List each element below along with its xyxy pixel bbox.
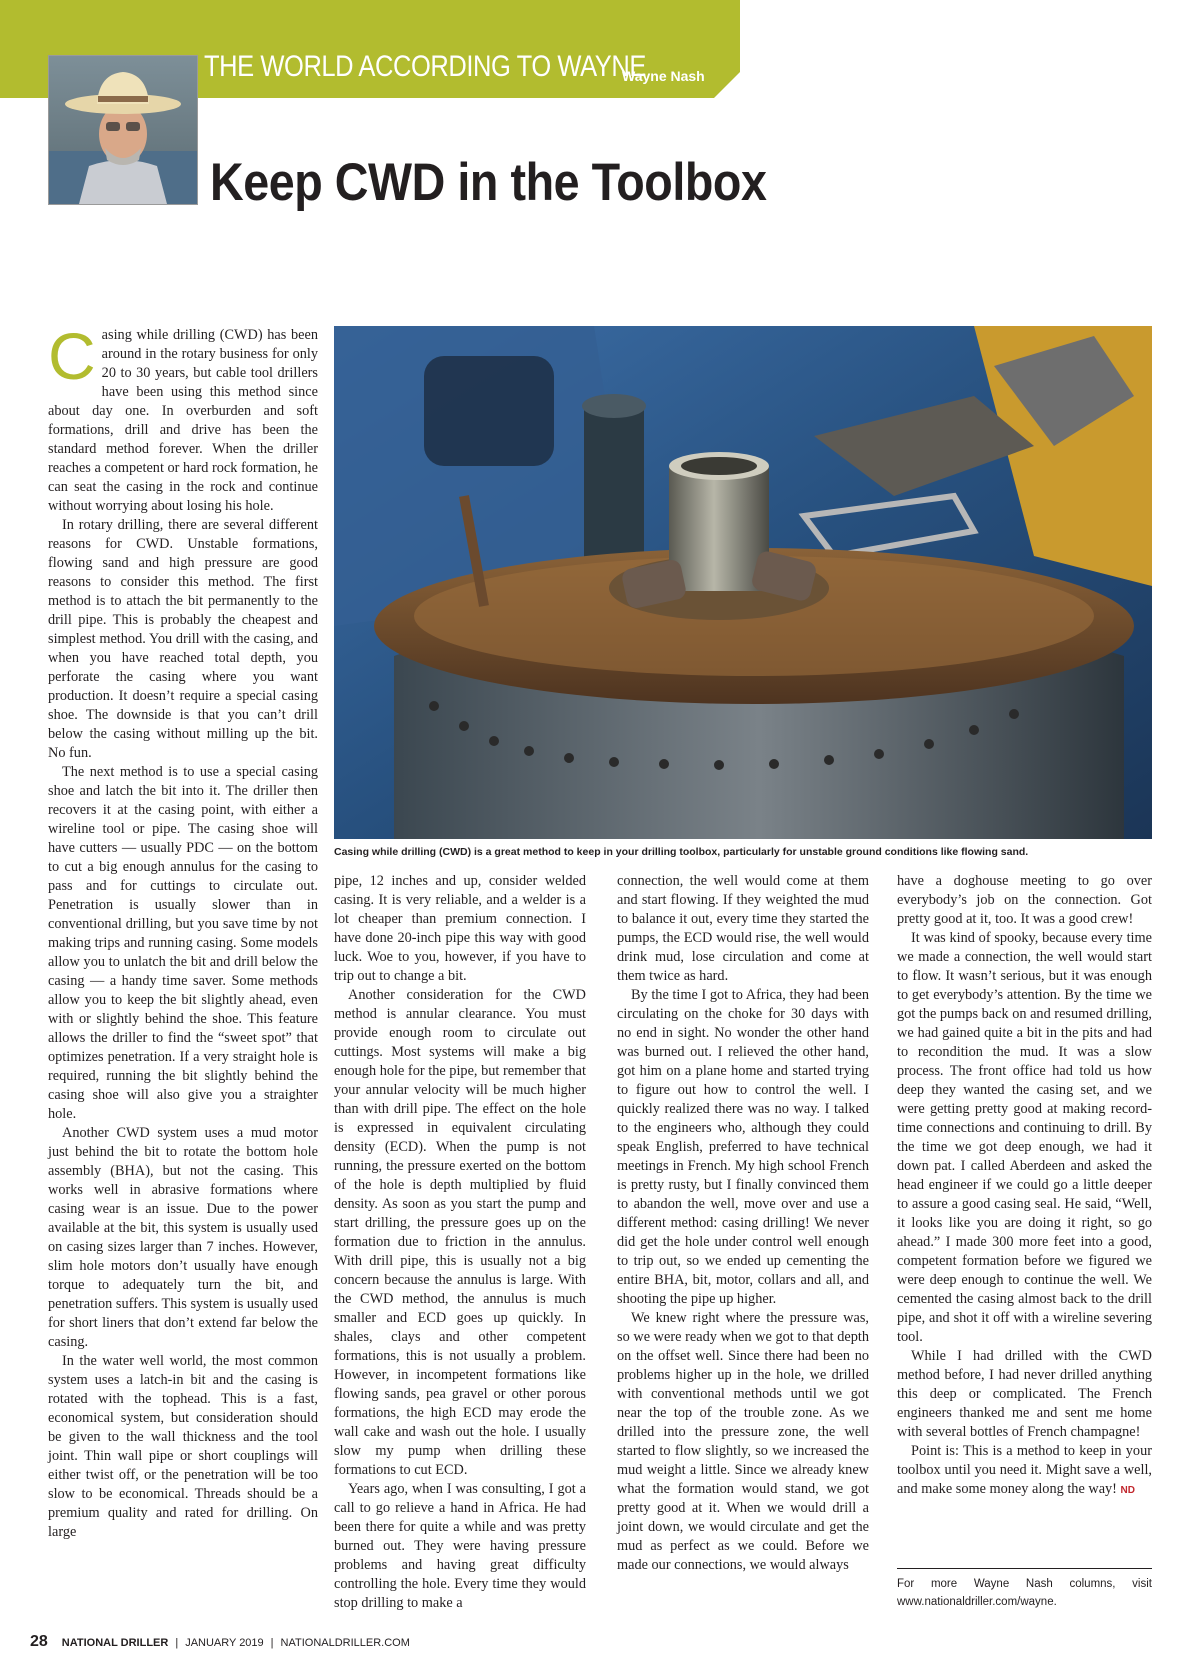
- publication-name: NATIONAL DRILLER: [61, 1637, 169, 1649]
- footnote-divider: [897, 1568, 1152, 1569]
- paragraph: Another CWD system uses a mud motor just behind the bit to rotate the bottom hole assembly (BHA), but not the casing. This works well in abrasive formations where casing wear is an issue. Due to the power available at the bit, this system is usually used on casing sizes larger than 7 inches. However, slim hole motors don’t usually have enough torque to adequately turn the bit, and penetration suffers. This system is usually used for short liners that don’t extend far below the casing.: [48, 1125, 318, 1350]
- paragraph: We knew right where the pressure was, so we were ready when we got to that depth on the offset well. Since there had been no problems higher up in the hole, we drilled with conventional methods until we got near the top of the trouble zone. As we drilled into the pressure zone, the well started to flow slightly, so we increased the mud weight a little. Since we already knew what the formation would stand, we got pretty good at it. When we would drill a joint down, we would circulate and get the mud as perfect as we could. Before we made our connections, we would always: [617, 1310, 869, 1573]
- paragraph: have a doghouse meeting to go over everybody’s job on the connection. Got pretty good at it, too. It was a good crew!: [897, 873, 1152, 927]
- paragraph: By the time I got to Africa, they had been circulating on the choke for 30 days with no end in sight. No wonder the other hand was burned out. I relieved the other hand, got him on a plane home and started trying to figure out how to control the well. I quickly realized there was no way. I talked to the engineers who, although they could speak English, preferred to have technical meetings in French. My high school French is pretty rusty, but I finally convinced them to abandon the well, move over and use a different method: casing drilling! We never did get the hole under control well enough to trip out, so we ended up cementing the entire BHA, bit, motor, collars and all, and shooting the pipe up higher.: [617, 987, 869, 1307]
- article-photo: [334, 326, 1152, 839]
- author-portrait-image: [49, 56, 197, 204]
- photo-caption: Casing while drilling (CWD) is a great method to keep in your drilling toolbox, particularly for unstable ground conditions like flowing sand.: [334, 846, 1029, 858]
- page-footer: [30, 1633, 410, 1651]
- paragraph: Another consideration for the CWD method is annular clearance. You must provide enough room to circulate out cuttings. Most systems will make a big enough hole for the pipe, but remember that your annular velocity will be much higher than with drill pipe. The effect on the hole is expressed in equivalent circulating density (ECD). When the pump is not running, the pressure exerted on the bottom of the hole is depth multiplied by fluid density. As soon as you start the pump and start drilling, the pressure goes up on the formation due to friction in the annulus. With drill pipe, this is usually not a big concern because the annulus is large. With the CWD method, the annulus is much smaller and ECD goes up quickly. In shales, clays and other competent formations, this is not usually a problem. However, in incompetent formations like flowing sands, pea gravel or other porous formations, the high ECD may erode the wall cake and wash out the hole. I usually slow my pump when drilling these formations to cut ECD.: [334, 987, 586, 1478]
- article-title: Keep CWD in the Toolbox: [210, 153, 767, 212]
- paragraph: connection, the well would come at them and start flowing. If they weighted the mud to balance it out, every time they started the pumps, the ECD would rise, the well would drink mud, lose circulation and come at them twice as hard.: [617, 873, 869, 984]
- casing-equipment-image: [334, 326, 1152, 839]
- footer-separator: |: [175, 1637, 179, 1649]
- end-mark: ND: [1120, 1485, 1135, 1496]
- paragraph: Years ago, when I was consulting, I got a call to go relieve a hand in Africa. He had been there for quite a while and was pretty burned out. They were having pressure problems and having great difficulty controlling the hole. Every time they would stop drilling to make a: [334, 1481, 586, 1611]
- paragraph: While I had drilled with the CWD method before, I had never drilled anything this deep or complicated. The French engineers thanked me and sent me home with several bottles of French champagne!: [897, 1348, 1152, 1440]
- paragraph: In rotary drilling, there are several different reasons for CWD. Unstable formations, flowing sand and high pressure are good reasons to consider this method. The first method is to attach the bit permanently to the drill pipe. This is probably the cheapest and simplest method. You drill with the casing, and when you have reached total depth, you perforate the casing where you want production. It doesn’t require a special casing shoe. The downside is that you can’t drill below the casing without milling up the bit. No fun.: [48, 517, 318, 761]
- paragraph: In the water well world, the most common system uses a latch-in bit and the casing is rotated with the tophead. This is a fast, economical system, but consideration should be given to the wall thickness and the tool joint. Thin wall pipe or short couplings will either twist off, or the penetration will be too slow to be economical. Threads should be a premium quality and rated for drilling. On large: [48, 1353, 318, 1540]
- drop-cap: C: [48, 319, 96, 393]
- author-photo: [48, 55, 198, 205]
- article-column-2: [334, 872, 586, 1613]
- footer-separator: |: [270, 1637, 274, 1649]
- issue-date: JANUARY 2019: [185, 1637, 264, 1649]
- article-column-1: [48, 319, 318, 1542]
- lead-paragraph: Casing while drilling (CWD) has been around in the rotary business for only 20 to 30 years, but cable tool drillers have been using this method since about day one. In overburden and soft formations, drill and drive has been the standard method forever. When the driller reaches a competent or hard rock formation, he can seat the casing in the rock and continue without worrying about losing his hole.: [48, 319, 318, 514]
- article-column-3: [617, 872, 869, 1575]
- paragraph: The next method is to use a special casing shoe and latch the bit into it. The driller then recovers it at the casing point, with either a wireline tool or pipe. The casing shoe will have cutters — usually PDC — on the bottom to cut a big enough annulus for the casing to pass and for cuttings to circulate out. Penetration is usually slower than in conventional drilling, but you save time by not making trips and running casing. Some models allow you to unlatch the bit and drill below the casing — a handy time saver. Some methods allow you to keep the bit slightly ahead, even with or slightly behind the shoe. This feature allows the driller to find the “sweet spot” that optimizes penetration. If a very straight hole is required, running the bit slightly behind the casing shoe will also give you a straighter hole.: [48, 764, 318, 1122]
- article-column-4: [897, 872, 1152, 1500]
- website-link[interactable]: NATIONALDRILLER.COM: [280, 1637, 410, 1649]
- paragraph: It was kind of spooky, because every time we made a connection, the well would start to flow. It wasn’t serious, but it was enough to get everybody’s attention. By the time we got the pumps back on and resumed drilling, we had gained quite a bit in the pits and had to recondition the mud. It was a slow process. The front office had told us how deep they wanted the casing set, and we were getting pretty good at making record-time connections and continuing to drill. By the time we got deep enough, we had it down pat. I called Aberdeen and asked the head engineer if we could go a little deeper to assure a good casing seal. He said, “Well, it looks like you are doing it right, so go ahead.” I made 300 more feet into a good, competent formation before we figured we were deep enough to continue the well. We cemented the casing almost back to the drill pipe, and shot it off with a wireline severing tool.: [897, 930, 1152, 1345]
- column-title: THE WORLD ACCORDING TO WAYNE: [204, 50, 646, 83]
- paragraph: pipe, 12 inches and up, consider welded casing. It is very reliable, and a welder is a lot cheaper than premium connection. I have done 20-inch pipe this way with good luck. Woe to you, however, if you have to trip out to change a bit.: [334, 873, 586, 984]
- closing-paragraph: Point is: This is a method to keep in your toolbox until you need it. Might save a well, and make some money along the way! ND: [897, 1443, 1152, 1497]
- column-author: Wayne Nash: [622, 68, 705, 84]
- footnote: For more Wayne Nash columns, visit www.nationaldriller.com/wayne.: [897, 1578, 1152, 1608]
- page-number: 28: [30, 1633, 48, 1650]
